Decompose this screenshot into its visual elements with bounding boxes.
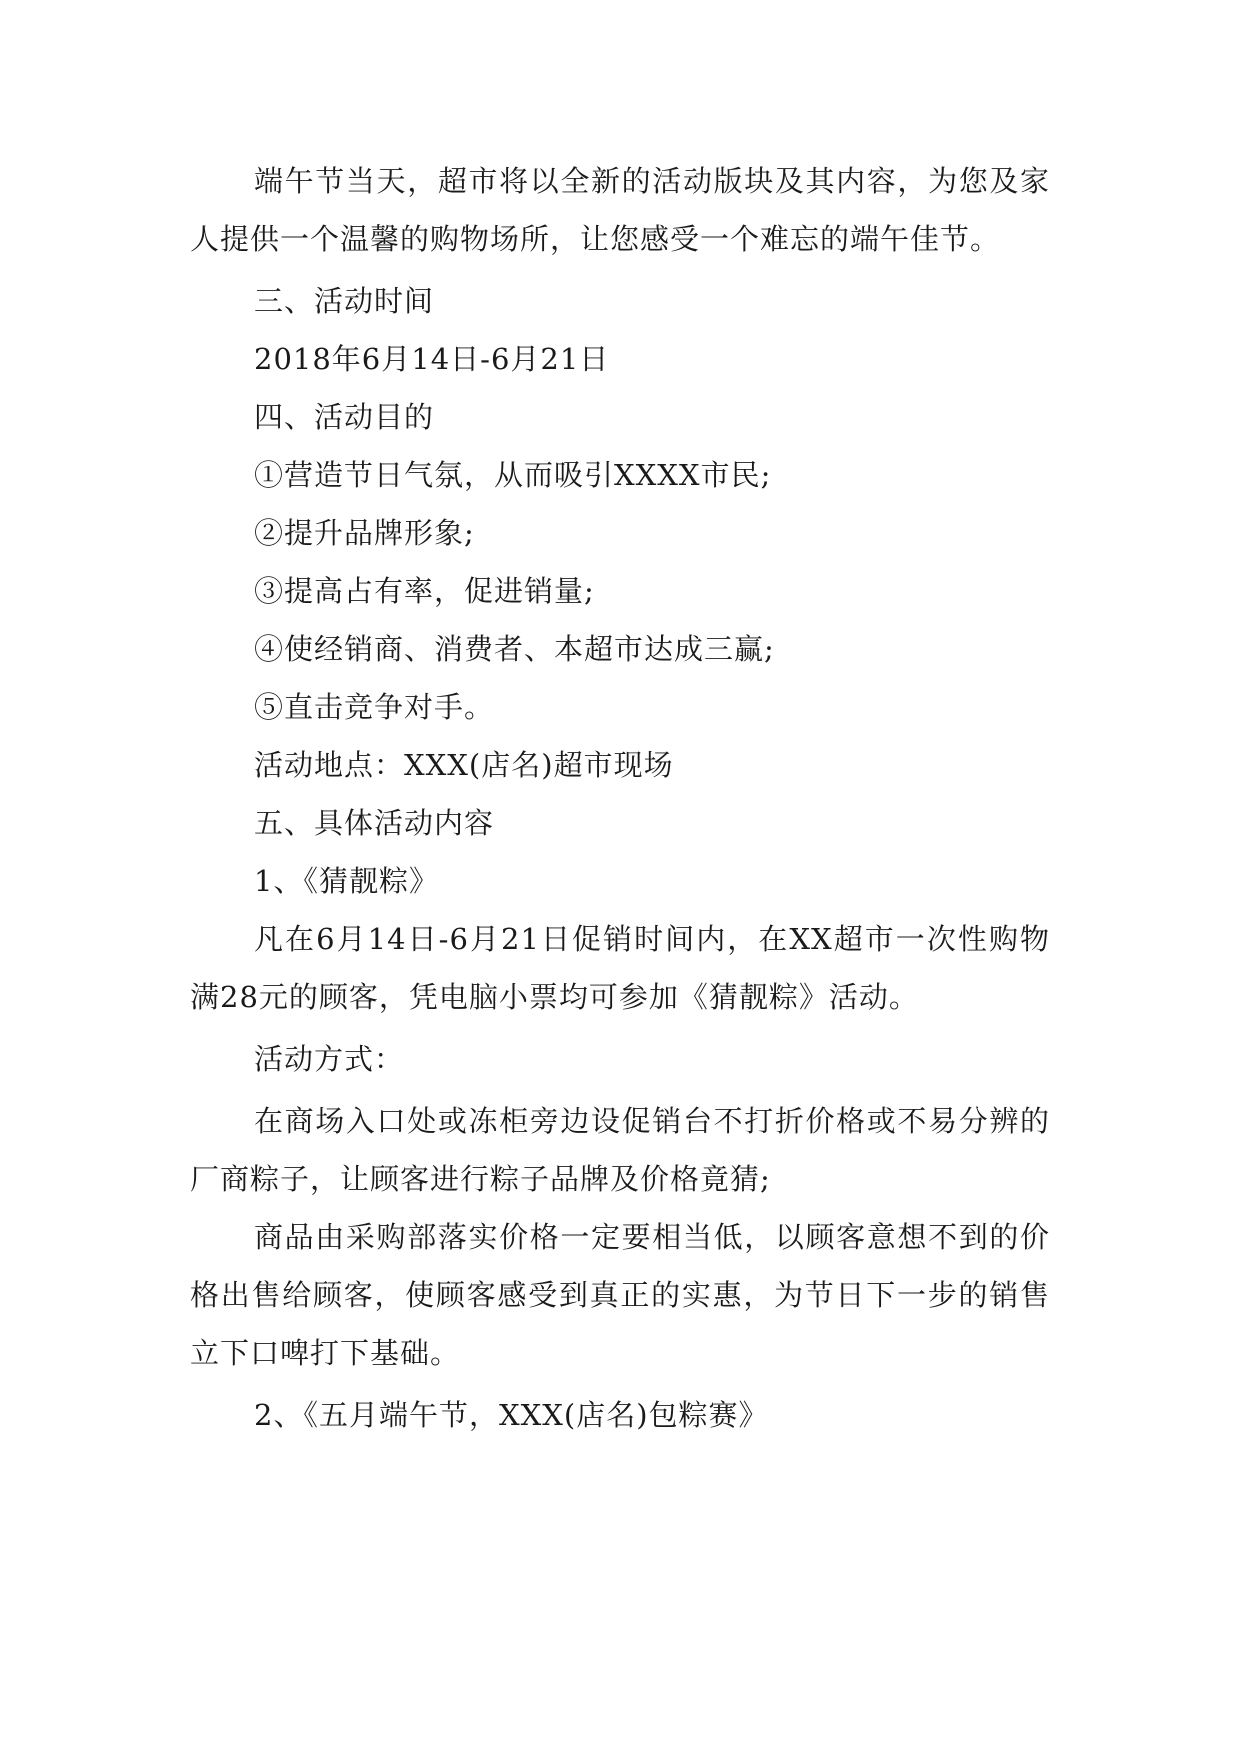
section-heading-activity-time: 三、活动时间 <box>254 284 435 318</box>
section-heading-activity-purpose: 四、活动目的 <box>254 400 435 434</box>
purpose-item-1: ①营造节日气氛，从而吸引XXXX市民; <box>254 458 772 492</box>
purpose-item-2: ②提升品牌形象; <box>254 516 475 550</box>
activity-method-label: 活动方式： <box>254 1042 405 1076</box>
section-heading-activity-content: 五、具体活动内容 <box>254 806 495 840</box>
intro-paragraph: 端午节当天，超市将以全新的活动版块及其内容，为您及家人提供一个温馨的购物场所，让您感受一个难忘的端午佳节。 <box>190 164 1050 256</box>
purpose-item-3: ③提高占有率，促进销量; <box>254 574 595 608</box>
activity-1-description: 凡在6月14日-6月21日促销时间内，在XX超市一次性购物满28元的顾客，凭电脑小票均可参加《猜靓粽》活动。 <box>190 922 1050 1014</box>
document-body <box>190 152 1050 1444</box>
activity-method-paragraph-1: 在商场入口处或冻柜旁边设促销台不打折价格或不易分辨的厂商粽子，让顾客进行粽子品牌及价格竟猜; <box>190 1104 1050 1196</box>
activity-time-value: 2018年6月14日-6月21日 <box>254 342 610 376</box>
activity-location: 活动地点：XXX(店名)超市现场 <box>254 748 674 782</box>
purpose-item-4: ④使经销商、消费者、本超市达成三赢; <box>254 632 775 666</box>
activity-2-title: 2、《五月端午节，XXX(店名)包粽赛》 <box>254 1398 769 1432</box>
purpose-item-5: ⑤直击竞争对手。 <box>254 690 495 724</box>
activity-1-title: 1、《猜靓粽》 <box>254 864 439 898</box>
activity-method-paragraph-2: 商品由采购部落实价格一定要相当低，以顾客意想不到的价格出售给顾客，使顾客感受到真正的实惠，为节日下一步的销售立下口啤打下基础。 <box>190 1220 1050 1370</box>
